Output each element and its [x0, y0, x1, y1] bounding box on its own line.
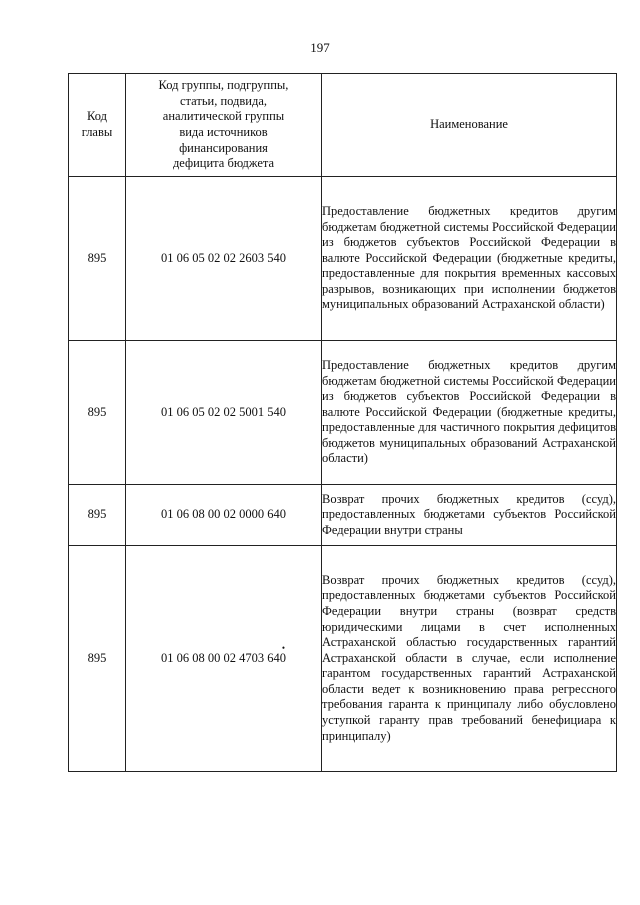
header-group-code: [126, 74, 322, 177]
name-cell: Предоставление бюджетных кредитов другим бюджетам бюджетной системы Российской Федерации из бюджетов субъектов Российской Федерации в валюте Российской Федерации (бюджетные кредиты, предоставленные для частичного покрытия дефицитов бюджетов муниципальных образований Астраханской области): [322, 341, 617, 485]
header-group-code-line: Код группы, подгруппы,: [158, 78, 289, 93]
header-group-code-line: статьи, подвида,: [179, 93, 268, 108]
group-code-cell: 01 06 08 00 02 0000 640: [126, 485, 322, 546]
chapter-code-cell: 895: [69, 177, 126, 341]
budget-sources-table: [68, 73, 617, 772]
name-cell: Предоставление бюджетных кредитов другим бюджетам бюджетной системы Российской Федерации из бюджетов субъектов Российской Федерации в валюте Российской Федерации (бюджетные кредиты, предоставленные для покрытия временных кассовых разрывов, возникающих при исполнении бюджетов муниципальных образований Астраханской области): [322, 177, 617, 341]
group-code-wrap: [161, 642, 286, 667]
table-header-row: [69, 74, 617, 177]
group-code-text: 01 06 08 00 02 4703 640: [161, 650, 286, 665]
header-name: Наименование: [322, 74, 617, 177]
group-code-cell: 01 06 05 02 02 5001 540: [126, 341, 322, 485]
header-group-code-line: вида источников: [179, 125, 268, 139]
header-group-code-line: аналитической группы: [162, 109, 285, 124]
table-row: [69, 177, 617, 341]
asterisk-mark-icon: •: [281, 642, 285, 653]
header-chapter-code: [69, 74, 126, 177]
table-row: [69, 341, 617, 485]
name-cell: Возврат прочих бюджетных кредитов (ссуд), предоставленных бюджетами субъектов Российской Федерации внутри страны (возврат средств юридическими лицами в счет исполненных Астраханской областью государственных гарантий Астраханской области в случае, если исполнение гарантом государственных гарантий Астраханской области ведет к возникновению права регрессного требования гаранта к принципалу либо обусловлено уступкой гаранту прав требований бенефициара к принципалу): [322, 546, 617, 772]
header-group-code-line: финансирования: [179, 140, 268, 155]
header-chapter-code-line: Код: [87, 109, 107, 124]
chapter-code-cell: 895: [69, 341, 126, 485]
chapter-code-cell: 895: [69, 546, 126, 772]
table-row: [69, 546, 617, 772]
header-chapter-code-line: главы: [81, 125, 113, 139]
group-code-cell: 01 06 05 02 02 2603 540: [126, 177, 322, 341]
table-row: [69, 485, 617, 546]
name-cell: Возврат прочих бюджетных кредитов (ссуд), предоставленных бюджетами субъектов Российской Федерации внутри страны: [322, 485, 617, 546]
header-group-code-line: дефицита бюджета: [172, 156, 275, 171]
chapter-code-cell: 895: [69, 485, 126, 546]
page-number: 197: [310, 40, 330, 55]
group-code-cell: [126, 546, 322, 772]
